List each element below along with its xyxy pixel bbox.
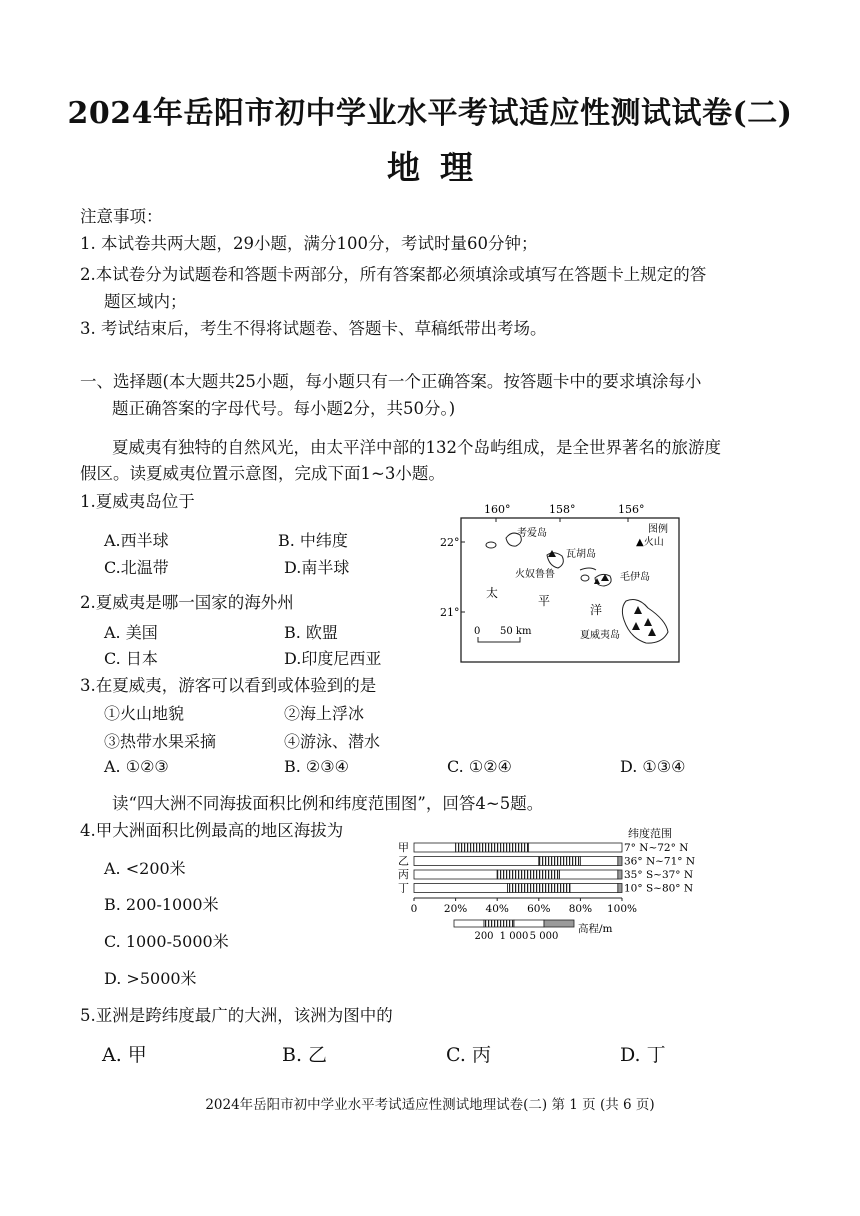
q5-stem: 5.亚洲是跨纬度最广的大洲，该洲为图中的 (80, 1006, 393, 1025)
bar-segment (560, 870, 618, 879)
x-tick-label: 40% (485, 903, 509, 915)
q2-option-c: C. 日本 (104, 649, 158, 668)
lon-label-158: 158° (549, 503, 576, 516)
legend-title: 图例 (648, 524, 668, 535)
legend-elevation-label: 1 000 (499, 931, 529, 942)
bar-segment (580, 857, 617, 866)
notice-heading: 注意事项： (80, 207, 163, 226)
chart-intro: 读“四大洲不同海拔面积比例和纬度范围图”，回答4~5题。 (112, 794, 544, 813)
bar-segment (539, 857, 581, 866)
q3-option-b: B. ②③④ (284, 757, 349, 776)
latitude-range-label: 7° N~72° N (624, 842, 689, 854)
legend-unit-label: 高程/m (578, 923, 613, 935)
q4-option-c: C. 1000-5000米 (104, 932, 229, 951)
ocean-char-3: 洋 (590, 603, 603, 617)
x-tick-label: 20% (443, 903, 468, 915)
bar-segment (414, 870, 497, 879)
legend-elevation-label: 200 (474, 931, 494, 942)
legend-swatch (514, 920, 544, 927)
q3-statement-2: ②海上浮冰 (284, 704, 365, 723)
q4-option-b: B. 200-1000米 (104, 895, 219, 914)
q2-option-d: D.印度尼西亚 (284, 649, 382, 668)
q3-stem: 3.在夏威夷，游客可以看到或体验到的是 (80, 676, 377, 695)
maui-label: 毛伊岛 (620, 572, 650, 583)
q1-stem: 1.夏威夷岛位于 (80, 492, 195, 511)
lat-label-22: 22° (440, 536, 460, 549)
chart-legend (454, 920, 613, 942)
q3-statement-3: ③热带水果采摘 (104, 732, 217, 751)
bar-segment (570, 884, 618, 893)
notice-item-2-cont: 题区域内； (104, 292, 187, 311)
lat-label-21: 21° (440, 606, 460, 619)
q4-stem: 4.甲大洲面积比例最高的地区海拔为 (80, 821, 344, 840)
bar-segment (528, 843, 622, 852)
q3-statement-1: ①火山地貌 (104, 704, 185, 723)
notice-item-2: 2.本试卷分为试题卷和答题卡两部分，所有答案都必须填涂或填写在答题卡上规定的答 (80, 265, 707, 284)
ocean-char-1: 太 (486, 586, 499, 600)
bar-category-label: 甲 (398, 841, 409, 854)
page-footer: 2024年岳阳市初中学业水平考试适应性测试地理试卷(二) 第 1 页 (共 6 页) (205, 1097, 655, 1113)
x-tick-label: 60% (527, 903, 551, 915)
oahu-label: 瓦胡岛 (566, 549, 596, 560)
q1-option-a: A.西半球 (104, 531, 169, 550)
chart-bars (398, 841, 695, 895)
bar-category-label: 丙 (398, 868, 409, 881)
lon-label-160: 160° (484, 503, 511, 516)
ocean-char-2: 平 (538, 594, 551, 608)
subject-char-2: 理 (440, 148, 473, 187)
hawaii-map (440, 498, 682, 668)
q3-option-a: A. ①②③ (104, 757, 169, 776)
scale-zero: 0 (474, 626, 481, 637)
subject-char-1: 地 (387, 148, 420, 187)
q3-option-c: C. ①②④ (447, 757, 512, 776)
q2-option-a: A. 美国 (104, 623, 158, 642)
passage-intro-cont: 假区。读夏威夷位置示意图，完成下面1~3小题。 (80, 464, 445, 483)
q1-option-c: C.北温带 (104, 558, 169, 577)
q4-option-a: A. <200米 (104, 859, 186, 878)
niihau-island (486, 542, 496, 548)
q5-option-a: A. 甲 (102, 1044, 147, 1066)
legend-volcano: ▲火山 (636, 537, 664, 548)
x-tick-label: 100% (606, 903, 638, 915)
q3-option-d: D. ①③④ (620, 757, 686, 776)
q5-option-c: C. 丙 (446, 1044, 491, 1066)
q4-option-d: D. >5000米 (104, 969, 197, 988)
lon-label-156: 156° (618, 503, 645, 516)
kauai-label: 考爱岛 (517, 528, 547, 539)
bar-segment (508, 884, 570, 893)
latitude-header: 纬度范围 (628, 827, 672, 840)
legend-swatch (454, 920, 484, 927)
bar-segment (618, 870, 622, 879)
section-heading: 一、选择题(本大题共25小题，每小题只有一个正确答案。按答题卡中的要求填涂每小 (80, 372, 702, 391)
q1-option-b: B. 中纬度 (278, 531, 348, 550)
honolulu-label: 火奴鲁鲁 (515, 569, 555, 580)
latitude-range-label: 36° N~71° N (624, 855, 696, 868)
continent-elevation-chart (392, 824, 712, 948)
q2-stem: 2.夏威夷是哪一国家的海外州 (80, 593, 294, 612)
passage-intro: 夏威夷有独特的自然风光，由太平洋中部的132个岛屿组成，是全世界著名的旅游度 (112, 438, 721, 457)
bar-segment (618, 857, 622, 866)
bar-category-label: 乙 (398, 854, 409, 868)
bar-segment (618, 884, 622, 893)
notice-item-3: 3. 考试结束后，考生不得将试题卷、答题卡、草稿纸带出考场。 (80, 319, 547, 338)
section-heading-cont: 题正确答案的字母代号。每小题2分，共50分。) (112, 399, 456, 418)
notice-item-1: 1. 本试卷共两大题，29小题，满分100分，考试时量60分钟； (80, 234, 538, 253)
bar-segment (497, 870, 559, 879)
bar-segment (456, 843, 529, 852)
chart-axis (411, 898, 637, 915)
q5-option-d: D. 丁 (620, 1044, 666, 1066)
exam-title: 2024年岳阳市初中学业水平考试适应性测试试卷(二) (67, 96, 793, 131)
legend-elevation-label: 5 000 (529, 931, 559, 942)
q2-option-b: B. 欧盟 (284, 623, 338, 642)
legend-swatch (484, 920, 514, 927)
bar-segment (414, 884, 508, 893)
lanai-island (581, 575, 589, 581)
subject-title (0, 142, 860, 189)
latitude-range-label: 35° S~37° N (624, 869, 694, 881)
q3-statement-4: ④游泳、潜水 (284, 732, 381, 751)
x-tick-label: 0 (410, 903, 418, 915)
x-tick-label: 80% (568, 903, 593, 915)
q5-option-b: B. 乙 (282, 1044, 328, 1066)
q1-option-d: D.南半球 (284, 558, 350, 577)
latitude-range-label: 10° S~80° N (624, 882, 694, 895)
bar-segment (414, 843, 456, 852)
legend-swatch (544, 920, 574, 927)
scale-50km: 50 km (500, 626, 532, 637)
bar-category-label: 丁 (398, 881, 409, 895)
hawaii-label: 夏威夷岛 (580, 630, 620, 641)
bar-segment (414, 857, 539, 866)
